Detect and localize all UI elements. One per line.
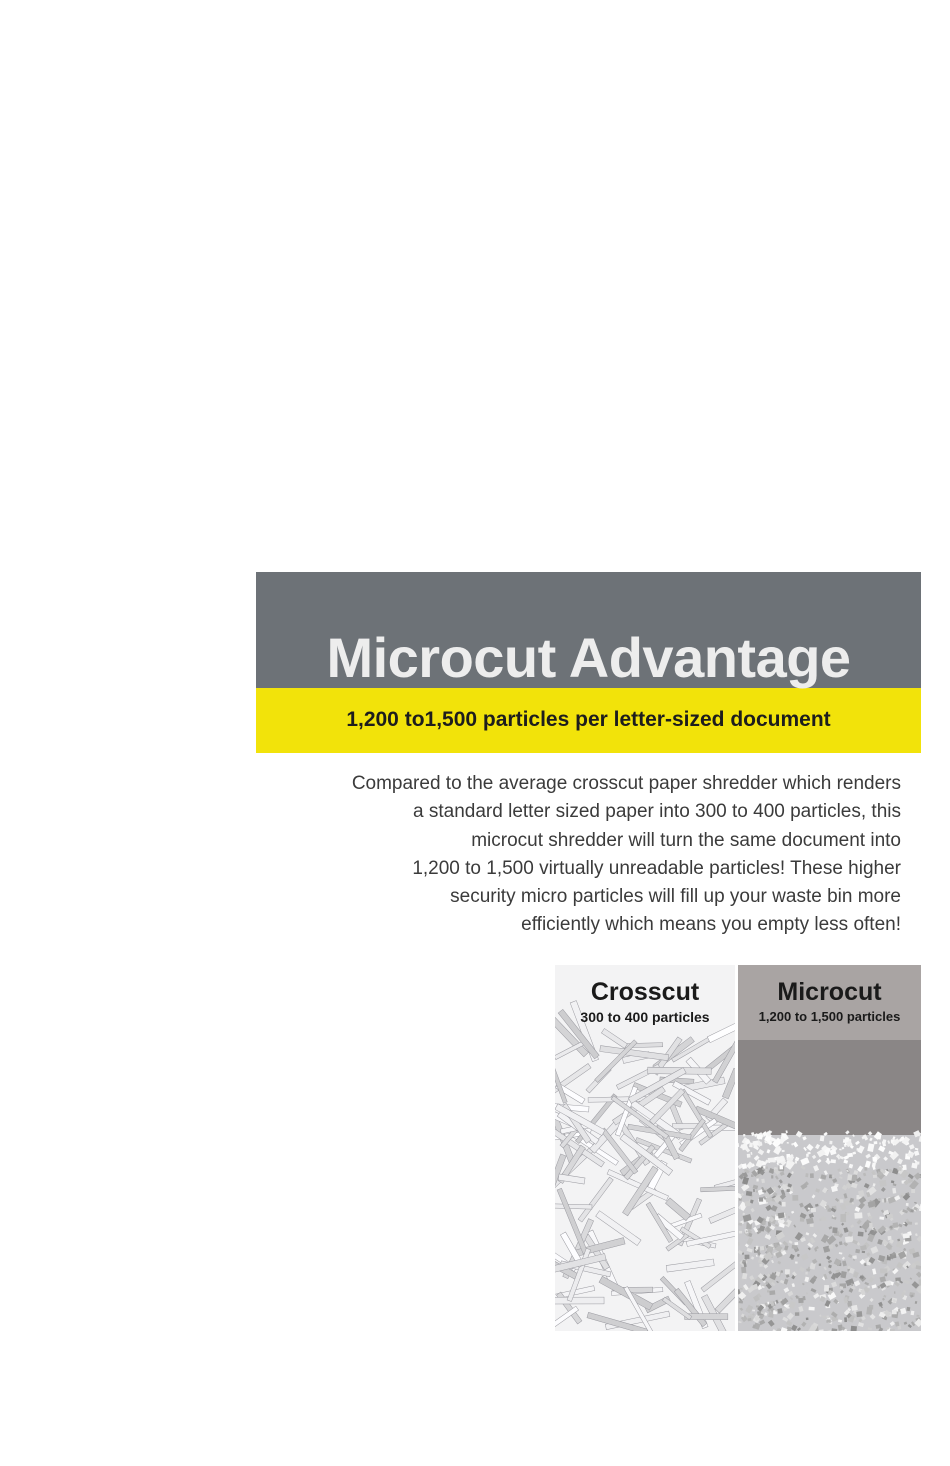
- description-line: a standard letter sized paper into 300 to 400 particles, this: [413, 801, 901, 823]
- crosscut-title: Crosscut: [590, 978, 700, 1006]
- microcut-panel: [738, 965, 921, 1331]
- description-line: Compared to the average crosscut paper shredder which renders: [351, 773, 901, 794]
- description-line: microcut shredder will turn the same document into: [471, 829, 901, 851]
- microcut-title: Microcut: [777, 978, 882, 1006]
- description-line: 1,200 to 1,500 virtually unreadable particles! These higher: [412, 857, 901, 879]
- crosscut-panel: [555, 965, 735, 1331]
- subheadline: 1,200 to1,500 particles per letter-sized document: [346, 708, 831, 731]
- description-line: security micro particles will fill up your waste bin more: [450, 886, 901, 908]
- headline: Microcut Advantage: [326, 626, 851, 689]
- description-paragraph: [250, 770, 901, 940]
- banner: [256, 572, 921, 753]
- description-line: efficiently which means you empty less often!: [521, 914, 901, 936]
- crosscut-particles: 300 to 400 particles: [580, 1009, 710, 1025]
- microcut-particles: 1,200 to 1,500 particles: [758, 1009, 901, 1024]
- comparison-image: [555, 965, 921, 1331]
